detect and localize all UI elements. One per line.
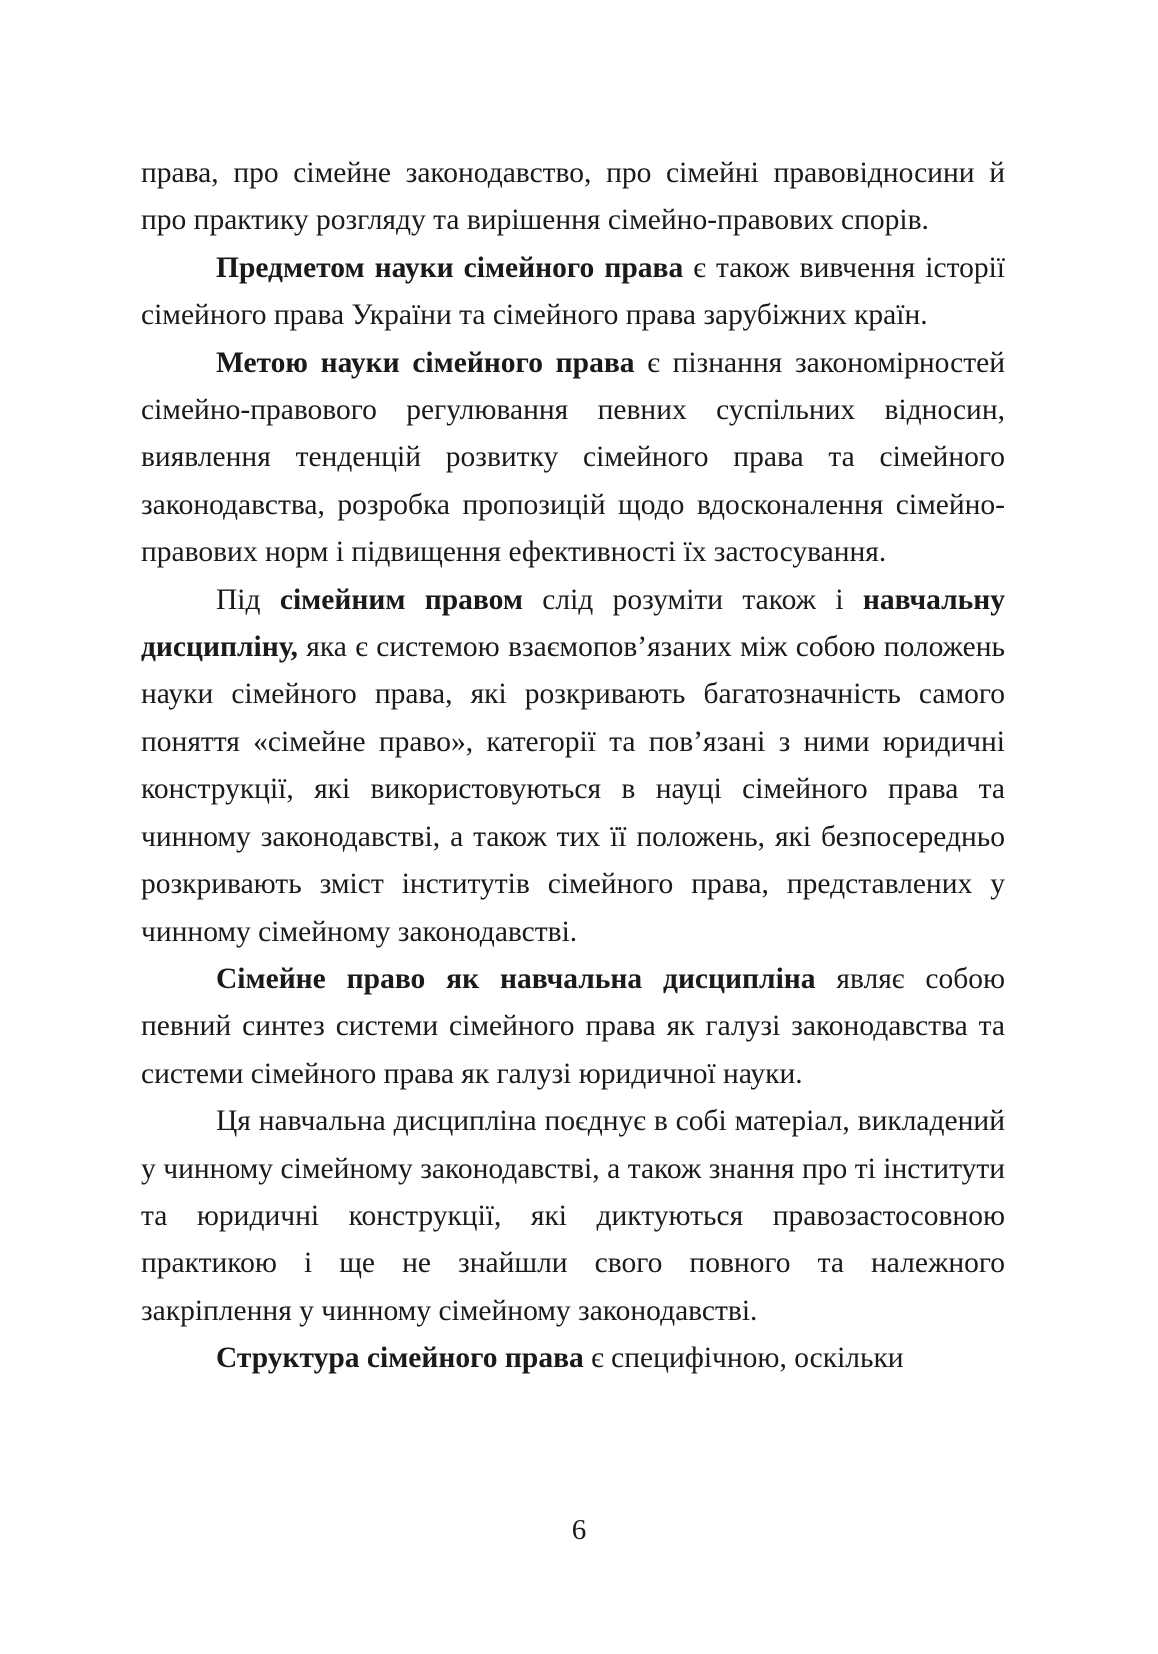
paragraph-5-text: являє собою певний синтез системи сімейного права як галузі законодавства та системи сімейного права як галузі юридичної науки. — [141, 962, 1005, 1090]
bold-term-family-law-discipline: Сімейне право як навчальна дисципліна — [216, 962, 816, 995]
paragraph-4-text-c: яка є системою взаємопов’язаних між собою положень науки сімейного права, які розкривають багатозначність самого поняття «сімейне право», категорії та пов’язані з ними юридичні конструкції, які використовуються в науці сімейного права та чинному законодавстві, а також тих її положень, які безпосередньо розкривають зміст інститутів сімейного права, представлених у чинному сімейному законодавстві. — [141, 631, 1005, 948]
bold-term-subject: Предметом науки сімейного права — [216, 251, 684, 284]
paragraph-2-text: є також вивчення історії сімейного права України та сімейного права зарубіжних країн. — [141, 251, 1005, 332]
page-number: 6 — [571, 1514, 587, 1546]
bold-term-goal: Метою науки сімейного права — [216, 346, 635, 379]
paragraph-7-text: є специфічною, оскільки — [583, 1342, 904, 1375]
paragraph-academic-discipline — [141, 577, 1005, 956]
paragraph-4-text-a: Під — [216, 583, 280, 616]
body-text — [141, 150, 1005, 1383]
paragraph-discipline-synthesis — [141, 956, 1005, 1098]
paragraph-6-text: Ця навчальна дисципліна поєднує в собі матеріал, викладений у чинному сімейному законодавстві, а також знання про ті інститути та юридичні конструкції, які диктуються правозастосовною практикою і ще не знайшли свого повного та належного закріплення у чинному сімейному законодавстві. — [141, 1105, 1005, 1327]
paragraph-4-text-b: слід розуміти також і — [522, 583, 863, 616]
paragraph-structure — [141, 1335, 1005, 1382]
paragraph-1-text: права, про сімейне законодавство, про сімейні правовідносини й про практику розгляду та вирішення сімейно-правових спорів. — [141, 157, 1005, 237]
paragraph-1 — [141, 150, 1005, 245]
paragraph-3-text: є пізнання закономірностей сімейно-правового регулювання певних суспільних відносин, виявлення тенденцій розвитку сімейного права та сімейного законодавства, розробка пропозицій щодо вдосконалення сімейно-правових норм і підвищення ефективності їх застосування. — [141, 346, 1005, 569]
bold-term-family-law: сімейним правом — [279, 583, 523, 616]
paragraph-discipline-content — [141, 1098, 1005, 1335]
bold-term-discipline: навчальну дисципліну, — [141, 583, 1005, 664]
paragraph-subject-of-science — [141, 245, 1005, 340]
paragraph-goal-of-science — [141, 340, 1005, 577]
bold-term-structure: Структура сімейного права — [216, 1342, 584, 1375]
